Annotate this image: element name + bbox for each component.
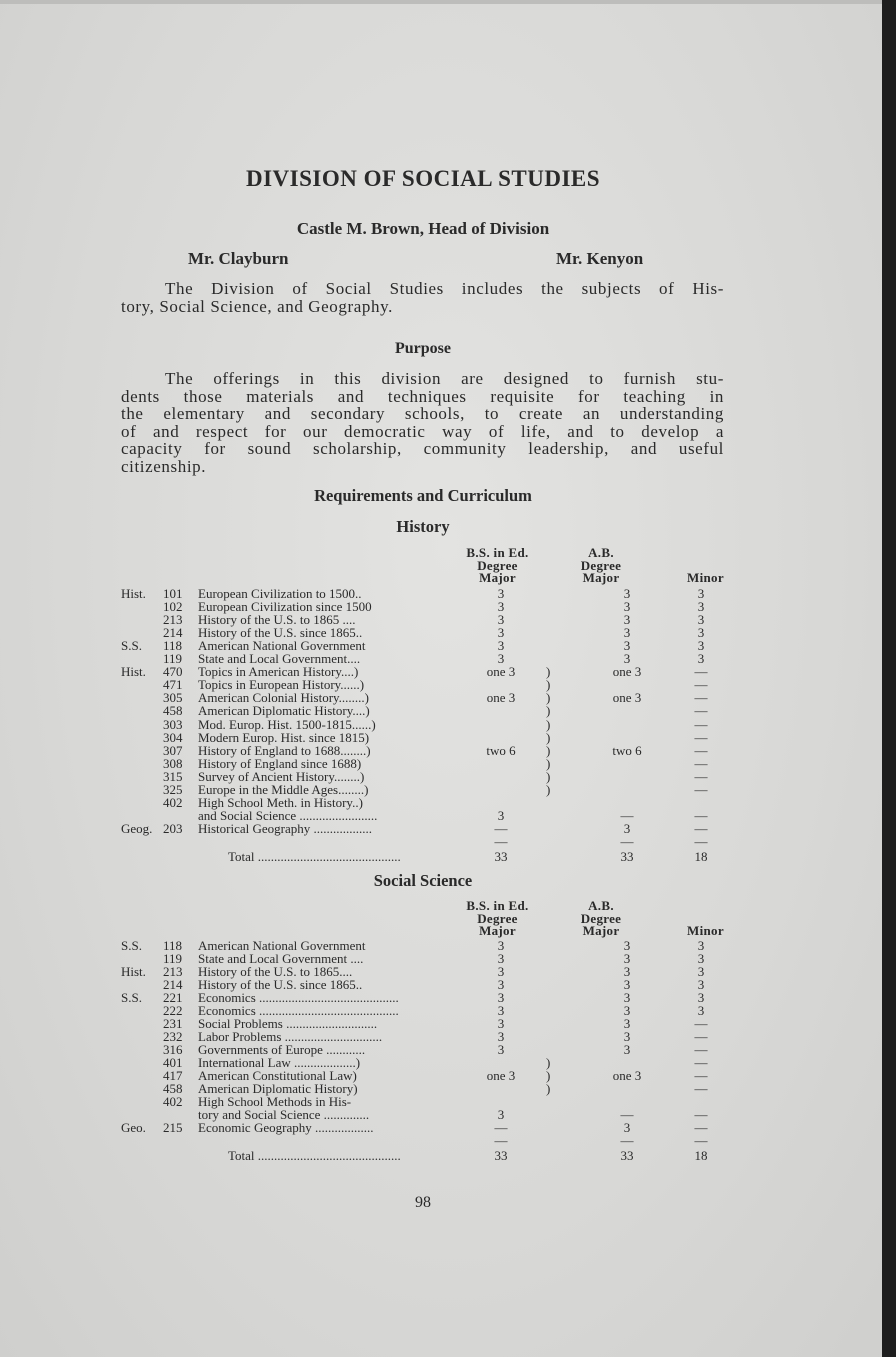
course-prefix: Hist. — [121, 586, 146, 601]
bs-major-total: 33 — [494, 1148, 508, 1163]
column-header-line: Degree — [477, 910, 518, 926]
course-title: High School Meth. in History..) — [198, 794, 363, 810]
course-number: 203 — [163, 820, 183, 836]
bracket-mark: ) — [546, 781, 551, 797]
minor-hours: — — [694, 820, 708, 836]
course-title: Economics ........................................... — [198, 1003, 399, 1018]
course-number: 214 — [163, 977, 183, 992]
bs-major-hours: — — [494, 833, 508, 849]
course-title: and Social Science ........................ — [198, 807, 378, 823]
ab-major-hours: 3 — [623, 1120, 631, 1135]
bs-major-hours: 3 — [497, 612, 505, 628]
course-number: 222 — [163, 1003, 183, 1018]
ab-major-hours: two 6 — [612, 742, 642, 758]
course-title: European Civilization to 1500.. — [198, 586, 362, 601]
ab-major-hours: 3 — [623, 1042, 631, 1057]
bs-major-hours: 3 — [497, 964, 505, 979]
minor-hours: — — [694, 781, 708, 797]
course-title: Survey of Ancient History........) — [198, 768, 365, 784]
course-title: American National Government — [198, 938, 366, 953]
minor-hours: — — [694, 1068, 708, 1083]
purpose-paragraph — [121, 370, 724, 475]
course-number: 470 — [163, 664, 183, 680]
course-title: History of the U.S. since 1865.. — [198, 977, 363, 992]
course-number: 458 — [163, 703, 183, 719]
minor-hours: 3 — [697, 951, 705, 966]
bracket-mark: ) — [546, 755, 551, 771]
course-title: International Law ...................) — [198, 1055, 361, 1070]
minor-hours: — — [694, 1107, 708, 1122]
column-header-line: Major — [582, 923, 620, 938]
course-title: State and Local Government.... — [198, 651, 361, 667]
paragraph-line: citizenship. — [121, 456, 207, 476]
bs-major-hours: 3 — [497, 651, 505, 667]
course-number: 119 — [163, 651, 183, 667]
column-header-line: Degree — [477, 557, 518, 573]
course-number: 231 — [163, 1016, 183, 1031]
bs-major-hours: one 3 — [486, 1068, 516, 1083]
minor-hours: — — [694, 729, 708, 745]
minor-hours: — — [694, 1120, 708, 1135]
intro-paragraph — [121, 280, 724, 315]
table-row — [121, 587, 731, 600]
course-number: 305 — [163, 690, 183, 706]
minor-hours: — — [694, 716, 708, 732]
ab-major-hours: 3 — [623, 612, 631, 628]
minor-hours: — — [694, 1055, 708, 1070]
table-row — [121, 770, 731, 783]
bs-major-hours: 3 — [497, 625, 505, 641]
table-row — [121, 783, 731, 796]
course-title: Historical Geography .................. — [198, 820, 373, 836]
course-number: 471 — [163, 677, 183, 693]
table-row — [121, 835, 731, 848]
minor-hours: — — [694, 703, 708, 719]
course-number: 119 — [163, 951, 183, 966]
course-prefix: S.S. — [121, 990, 142, 1005]
bs-major-hours: — — [494, 1133, 508, 1148]
course-number: 316 — [163, 1042, 183, 1057]
bracket-mark: ) — [546, 664, 551, 680]
paragraph-line: the elementary and secondary schools, to create an understanding — [121, 404, 724, 423]
course-title: Modern Europ. Hist. since 1815) — [198, 729, 370, 745]
paragraph-line: capacity for sound scholarship, community leadership, and useful — [121, 439, 724, 458]
table-row — [121, 678, 731, 691]
total-label: Total ............................................ — [228, 849, 401, 864]
minor-hours: — — [694, 1042, 708, 1057]
course-title: American Diplomatic History) — [198, 1081, 358, 1096]
column-header-line: A.B. — [588, 545, 614, 560]
course-title: Europe in the Middle Ages........) — [198, 781, 369, 797]
course-number: 213 — [163, 964, 183, 979]
ab-major-hours: — — [620, 1133, 634, 1148]
social-science-heading: Social Science — [373, 871, 473, 890]
course-title: Labor Problems .............................. — [198, 1029, 383, 1044]
bs-major-hours: 3 — [497, 1042, 505, 1057]
ab-major-hours: 3 — [623, 990, 631, 1005]
table-row — [121, 757, 731, 770]
course-number: 401 — [163, 1055, 183, 1070]
table-row — [121, 796, 731, 809]
requirements-heading: Requirements and Curriculum — [314, 486, 532, 505]
table-row — [121, 1121, 731, 1134]
total-row — [121, 850, 731, 863]
ab-major-hours: 3 — [623, 1029, 631, 1044]
table-row — [121, 652, 731, 665]
course-number: 118 — [163, 938, 183, 953]
paragraph-line: dents those materials and techniques requisite for teaching in — [121, 386, 724, 406]
column-header-line: A.B. — [588, 898, 614, 913]
bs-major-hours: 3 — [497, 951, 505, 966]
minor-hours: 3 — [697, 990, 705, 1005]
column-header — [450, 900, 545, 938]
ab-major-hours: — — [620, 807, 634, 823]
staff-member-clayburn: Mr. Clayburn — [188, 249, 289, 268]
ab-major-hours: 3 — [623, 1016, 631, 1031]
ab-major-hours: 3 — [623, 599, 631, 615]
course-title: Topics in American History....) — [198, 664, 359, 680]
course-number: 304 — [163, 729, 183, 745]
bs-major-hours: — — [494, 1120, 508, 1135]
minor-hours: — — [694, 677, 708, 693]
page-title: DIVISION OF SOCIAL STUDIES — [245, 166, 601, 191]
course-title: History of England to 1688........) — [198, 742, 371, 758]
course-title: Governments of Europe ............ — [198, 1042, 366, 1057]
ab-major-hours: — — [620, 833, 634, 849]
column-header-line: Minor — [687, 570, 724, 585]
purpose-heading: Purpose — [395, 340, 451, 357]
table-row — [121, 1134, 731, 1147]
course-title: History of the U.S. since 1865.. — [198, 625, 363, 641]
course-number: 303 — [163, 716, 183, 732]
ab-major-hours: 3 — [623, 625, 631, 641]
minor-hours: — — [694, 833, 708, 849]
staff-member-kenyon: Mr. Kenyon — [556, 249, 644, 268]
minor-hours: — — [694, 1016, 708, 1031]
course-number: 402 — [163, 794, 183, 810]
ab-major-hours: 3 — [623, 586, 631, 601]
minor-hours: 3 — [697, 1003, 705, 1018]
bs-major-hours: 3 — [497, 1016, 505, 1031]
column-header — [450, 547, 545, 585]
column-header-line: B.S. in Ed. — [466, 545, 529, 560]
column-header — [566, 547, 636, 585]
course-title: tory and Social Science .............. — [198, 1107, 370, 1122]
minor-hours: — — [694, 1133, 708, 1148]
table-row — [121, 718, 731, 731]
column-header-line: Major — [582, 570, 620, 585]
bs-major-hours: 3 — [497, 1107, 505, 1122]
bracket-mark: ) — [546, 1055, 551, 1070]
course-number: 232 — [163, 1029, 183, 1044]
bs-major-total: 33 — [494, 849, 508, 864]
table-row — [121, 822, 731, 835]
course-title: American Constitutional Law) — [198, 1068, 357, 1083]
head-of-division: Castle M. Brown, Head of Division — [296, 219, 550, 238]
course-title: Economics ........................................... — [198, 990, 399, 1005]
ab-major-hours: one 3 — [612, 664, 642, 680]
bracket-mark: ) — [546, 768, 551, 784]
course-number: 118 — [163, 638, 183, 654]
course-title: Social Problems ............................ — [198, 1016, 378, 1031]
course-number: 325 — [163, 781, 183, 797]
course-number: 213 — [163, 612, 183, 628]
bs-major-hours: 3 — [497, 977, 505, 992]
minor-hours: 3 — [697, 638, 705, 654]
course-title: History of the U.S. to 1865.... — [198, 964, 353, 979]
column-header-line: Major — [479, 570, 516, 585]
column-header-line: Major — [479, 923, 516, 938]
course-title: State and Local Government .... — [198, 951, 364, 966]
minor-hours: — — [694, 768, 708, 784]
course-number: 221 — [163, 990, 183, 1005]
ab-major-hours: one 3 — [612, 1068, 642, 1083]
course-number: 308 — [163, 755, 183, 771]
minor-hours: 3 — [697, 651, 705, 667]
ab-major-hours: 3 — [623, 938, 631, 953]
bs-major-hours: 3 — [497, 638, 505, 654]
bs-major-hours: 3 — [497, 1029, 505, 1044]
column-header-line: Minor — [687, 923, 724, 938]
table-row — [121, 639, 731, 652]
bs-major-hours: one 3 — [486, 690, 516, 706]
bs-major-hours: two 6 — [486, 742, 516, 758]
bs-major-hours: one 3 — [486, 664, 516, 680]
column-header — [566, 900, 636, 938]
bs-major-hours: 3 — [497, 807, 505, 823]
table-row — [121, 626, 731, 639]
bs-major-hours: — — [494, 820, 508, 836]
bs-major-hours: 3 — [497, 1003, 505, 1018]
column-header — [678, 572, 733, 585]
minor-hours: — — [694, 664, 708, 680]
ab-major-hours: 3 — [623, 977, 631, 992]
bracket-mark: ) — [546, 1081, 551, 1096]
minor-hours: 3 — [697, 964, 705, 979]
minor-hours: 3 — [697, 938, 705, 953]
course-title: History of England since 1688) — [198, 755, 362, 771]
column-header-line: Degree — [580, 557, 622, 573]
paragraph-line: The Division of Social Studies includes the subjects of His- — [165, 279, 724, 298]
course-prefix: Geog. — [121, 820, 153, 836]
minor-total: 18 — [694, 1148, 708, 1163]
bs-major-hours: 3 — [497, 990, 505, 1005]
course-title: European Civilization since 1500 — [198, 599, 372, 615]
bracket-mark: ) — [546, 716, 551, 732]
right-edge-border — [882, 0, 896, 1357]
column-header-line: Degree — [580, 910, 622, 926]
table-row — [121, 691, 731, 704]
minor-hours: 3 — [697, 586, 705, 601]
table-row — [121, 613, 731, 626]
course-title: American National Government — [198, 638, 366, 654]
table-row — [121, 600, 731, 613]
course-title: Topics in European History......) — [198, 677, 365, 693]
minor-hours: 3 — [697, 612, 705, 628]
course-number: 307 — [163, 742, 183, 758]
total-label: Total ............................................ — [228, 1148, 401, 1163]
bracket-mark: ) — [546, 1068, 551, 1083]
page-number: 98 — [415, 1194, 431, 1211]
ab-major-total: 33 — [620, 849, 634, 864]
minor-hours: — — [694, 1081, 708, 1096]
ab-major-hours: — — [620, 1107, 634, 1122]
ab-major-hours: one 3 — [612, 690, 642, 706]
course-number: 214 — [163, 625, 183, 641]
course-number: 458 — [163, 1081, 183, 1096]
column-header-line: B.S. in Ed. — [466, 898, 529, 913]
bracket-mark: ) — [546, 703, 551, 719]
minor-hours: 3 — [697, 625, 705, 641]
top-edge-shadow — [0, 0, 896, 4]
course-number: 102 — [163, 599, 183, 615]
course-title: History of the U.S. to 1865 .... — [198, 612, 356, 628]
course-prefix: Hist. — [121, 964, 146, 979]
minor-hours: — — [694, 755, 708, 771]
course-title: Mod. Europ. Hist. 1500-1815......) — [198, 716, 376, 732]
bracket-mark: ) — [546, 690, 551, 706]
ab-major-total: 33 — [620, 1148, 634, 1163]
paragraph-line: of and respect for our democratic way of life, and to develop a — [121, 421, 724, 441]
minor-hours: 3 — [697, 599, 705, 615]
course-title: American Colonial History........) — [198, 690, 370, 706]
course-prefix: Geo. — [121, 1120, 146, 1135]
course-prefix: Hist. — [121, 664, 146, 680]
paragraph-line: tory, Social Science, and Geography. — [121, 296, 393, 316]
minor-hours: 3 — [697, 977, 705, 992]
course-number: 315 — [163, 768, 183, 784]
course-number: 417 — [163, 1068, 183, 1083]
bs-major-hours: 3 — [497, 938, 505, 953]
course-prefix: S.S. — [121, 938, 142, 953]
table-row — [121, 744, 731, 757]
paragraph-line: The offerings in this division are designed to furnish stu- — [165, 369, 724, 388]
course-number: 215 — [163, 1120, 183, 1135]
minor-hours: — — [694, 1029, 708, 1044]
bracket-mark: ) — [546, 742, 551, 758]
course-number: 101 — [163, 586, 183, 601]
bracket-mark: ) — [546, 677, 551, 693]
course-number: 402 — [163, 1094, 183, 1109]
course-title: American Diplomatic History....) — [198, 703, 370, 719]
table-row — [121, 704, 731, 717]
ab-major-hours: 3 — [623, 820, 631, 836]
bs-major-hours: 3 — [497, 599, 505, 615]
column-header — [678, 925, 733, 938]
minor-hours: — — [694, 690, 708, 706]
course-title: High School Methods in His- — [198, 1094, 352, 1109]
course-prefix: S.S. — [121, 638, 142, 654]
table-row — [121, 731, 731, 744]
bracket-mark: ) — [546, 729, 551, 745]
ab-major-hours: 3 — [623, 1003, 631, 1018]
minor-total: 18 — [694, 849, 708, 864]
table-row — [121, 809, 731, 822]
table-row — [121, 665, 731, 678]
history-heading: History — [396, 517, 450, 536]
minor-hours: — — [694, 742, 708, 758]
bs-major-hours: 3 — [497, 586, 505, 601]
ab-major-hours: 3 — [623, 651, 631, 667]
ab-major-hours: 3 — [623, 964, 631, 979]
minor-hours: — — [694, 807, 708, 823]
course-title: Economic Geography .................. — [198, 1120, 374, 1135]
total-row — [121, 1149, 731, 1162]
ab-major-hours: 3 — [623, 951, 631, 966]
ab-major-hours: 3 — [623, 638, 631, 654]
